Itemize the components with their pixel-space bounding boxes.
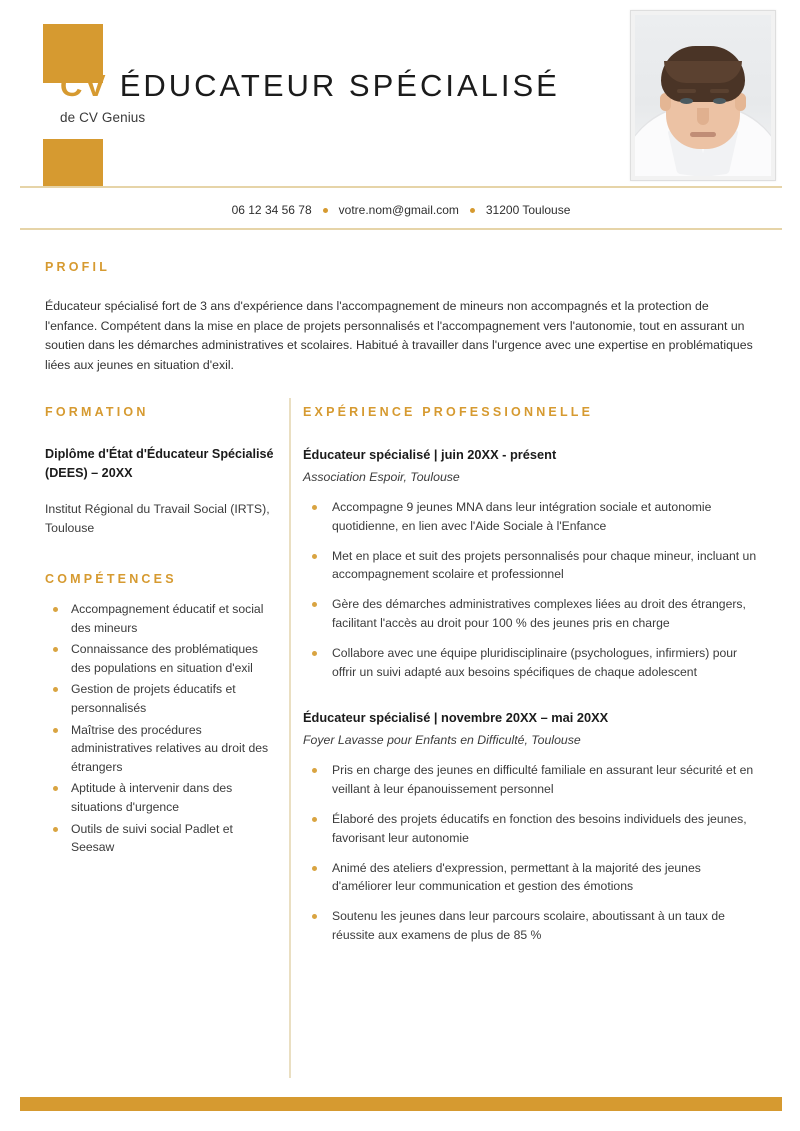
section-heading-experience: EXPÉRIENCE PROFESSIONNELLE (303, 405, 594, 419)
job-title: Éducateur spécialisé | juin 20XX - présent (303, 447, 557, 462)
job-title: Éducateur spécialisé | novembre 20XX – mai 20XX (303, 710, 609, 726)
subtitle: de CV Genius (60, 110, 146, 125)
title-accent-cv: CV (60, 68, 109, 103)
separator-dot-icon (323, 208, 328, 213)
list-item: Élaboré des projets éducatifs en fonction des besoins individuels des jeunes, favorisant leur autonomie (303, 810, 758, 848)
section-formation (45, 405, 277, 538)
section-heading-formation: FORMATION (45, 405, 149, 419)
photo-mouth (690, 132, 716, 137)
divider-rule-top (20, 186, 782, 188)
list-item: Gère des démarches administratives complexes liées au droit des étrangers, facilitant l'accès au droit pour 100 % des jeunes pris en charge (303, 595, 758, 633)
profil-text: Éducateur spécialisé fort de 3 ans d'expérience dans l'accompagnement de mineurs non accompagnés et la protection de l'enfance. Compétent dans la mise en place de projets personnalisés et l'accompagnement vers l'autonomie, tout en assurant un soutien dans les démarches administratives et scolaires. Habitué à travailler dans l'urgence avec une expertise en problématiques liées aux jeunes en situation d'exil. (45, 299, 753, 372)
photo-hair-fringe (664, 61, 742, 83)
list-item: Maîtrise des procédures administratives relatives au droit des étrangers (45, 721, 277, 777)
photo-nose (697, 108, 709, 125)
resume-header (0, 0, 800, 190)
job-bullets (303, 761, 758, 944)
job-organization: Association Espoir, Toulouse (303, 470, 460, 484)
contact-phone[interactable]: 06 12 34 56 78 (231, 203, 312, 217)
list-item: Pris en charge des jeunes en difficulté familiale en assurant leur sécurité et en veillant à leur épanouissement personnel (303, 761, 758, 799)
list-item: Met en place et suit des projets personnalisés pour chaque mineur, incluant un accompagnement scolaire et professionnel (303, 547, 758, 585)
list-item: Connaissance des problématiques des populations en situation d'exil (45, 640, 277, 677)
education-degree: Diplôme d'État d'Éducateur Spécialisé (DEES) – 20XX (45, 447, 274, 480)
list-item: Outils de suivi social Padlet et Seesaw (45, 820, 277, 857)
list-item: Accompagnement éducatif et social des mineurs (45, 600, 277, 637)
photo-eye-right (713, 98, 726, 104)
experience-entry (303, 445, 758, 681)
education-school: Institut Régional du Travail Social (IRTS), Toulouse (45, 502, 270, 535)
list-item: Aptitude à intervenir dans des situations d'urgence (45, 779, 277, 816)
avatar (630, 10, 776, 181)
job-bullets (303, 498, 758, 681)
page-title (60, 68, 620, 104)
separator-dot-icon (470, 208, 475, 213)
list-item: Soutenu les jeunes dans leur parcours scolaire, aboutissant à un taux de réussite aux examens de plus de 85 % (303, 907, 758, 945)
name-block (60, 68, 620, 125)
divider-rule-bottom (20, 228, 782, 230)
section-heading-profil: PROFIL (45, 260, 111, 274)
gold-accent-square-bottom (43, 139, 103, 187)
list-item: Collabore avec une équipe pluridisciplinaire (psychologues, infirmiers) pour offrir un suivi adapté aux besoins spécifiques de chaque adolescent (303, 644, 758, 682)
left-column (45, 405, 277, 860)
skills-list (45, 600, 277, 857)
column-divider (289, 398, 291, 1078)
section-competences (45, 572, 277, 857)
title-rest: ÉDUCATEUR SPÉCIALISÉ (119, 68, 560, 103)
list-item: Animé des ateliers d'expression, permettant à la majorité des jeunes d'améliorer leur communication et gestion des émotions (303, 859, 758, 897)
list-item: Accompagne 9 jeunes MNA dans leur intégration sociale et autonomie quotidienne, en lien avec l'Aide Sociale à l'Enfance (303, 498, 758, 536)
contact-email[interactable]: votre.nom@gmail.com (338, 203, 459, 217)
job-organization: Foyer Lavasse pour Enfants en Difficulté, Toulouse (303, 733, 581, 748)
contact-bar (20, 196, 782, 224)
section-heading-competences: COMPÉTENCES (45, 572, 177, 586)
contact-location: 31200 Toulouse (485, 203, 571, 217)
right-column (303, 405, 758, 956)
section-profil (45, 260, 755, 375)
photo-eye-left (680, 98, 693, 104)
photo-eyebrow-left (677, 89, 696, 93)
list-item: Gestion de projets éducatifs et personnalisés (45, 680, 277, 717)
photo-eyebrow-right (710, 89, 729, 93)
footer-bar (20, 1097, 782, 1111)
headshot-photo (635, 15, 771, 176)
experience-entry (303, 708, 758, 944)
